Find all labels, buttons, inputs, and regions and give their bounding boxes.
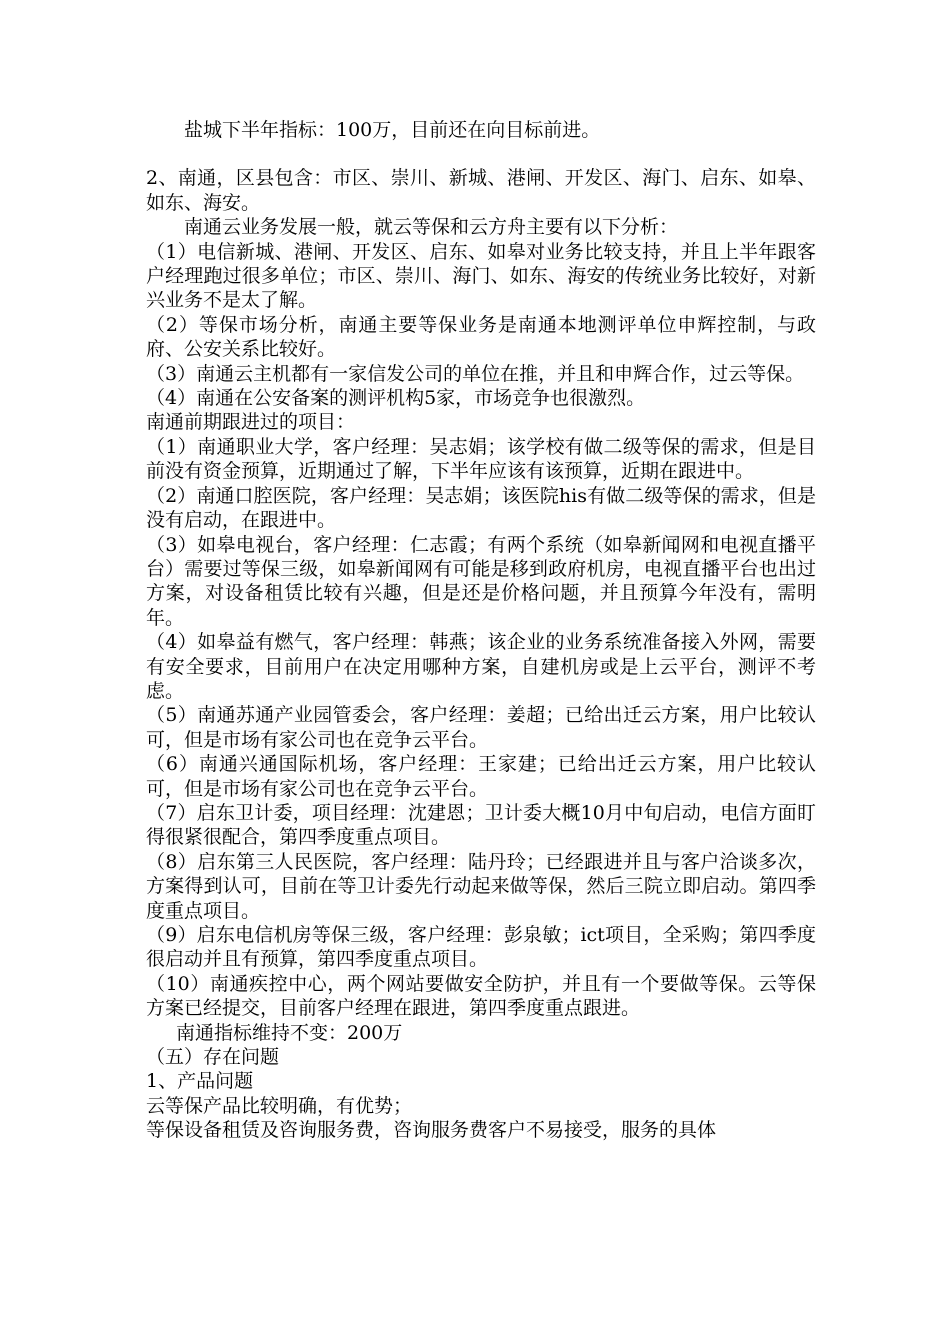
paragraph-product-rental: 等保设备租赁及咨询服务费，咨询服务费客户不易接受，服务的具体 [146, 1119, 717, 1142]
paragraph-project-2: （2）南通口腔医院，客户经理：吴志娟；该医院his有做二级等保的需求，但是没有启动，在跟进中。 [146, 484, 816, 532]
paragraph-project-10: （10）南通疾控中心，两个网站要做安全防护，并且有一个要做等保。云等保方案已经提交，目前客户经理在跟进，第四季度重点跟进。 [146, 972, 816, 1020]
section-heading-issues: （五）存在问题 [146, 1046, 280, 1069]
document-body [146, 118, 816, 1143]
subheading-product-issues: 1、产品问题 [146, 1070, 254, 1093]
paragraph-project-8: （8）启东第三人民医院，客户经理：陆丹玲；已经跟进并且与客户洽谈多次，方案得到认可，目前在等卫计委先行动起来做等保，然后三院立即启动。第四季度重点项目。 [146, 850, 816, 922]
paragraph-nantong-analysis-intro: 南通云业务发展一般，就云等保和云方舟主要有以下分析： [184, 216, 679, 239]
paragraph-spacer [146, 142, 816, 166]
paragraph-project-6: （6）南通兴通国际机场，客户经理：王家建；已给出迁云方案，用户比较认可，但是市场有家公司也在竞争云平台。 [146, 753, 816, 800]
paragraph-nantong-target: 南通指标维持不变：200万 [176, 1021, 403, 1044]
paragraph-projects-heading: 南通前期跟进过的项目： [146, 411, 356, 434]
paragraph-project-9: （9）启东电信机房等保三级，客户经理：彭泉敏；ict项目，全采购；第四季度很启动并且有预算，第四季度重点项目。 [146, 924, 816, 971]
paragraph-project-7: （7）启东卫计委，项目经理：沈建恩；卫计委大概10月中旬启动，电信方面盯得很紧很配合，第四季度重点项目。 [146, 801, 816, 849]
paragraph-nantong-districts: 2、南通，区县包含：市区、崇川、新城、港闸、开发区、海门、启东、如皋、如东、海安。 [146, 167, 816, 214]
paragraph-project-4: （4）如皋益有燃气，客户经理：韩燕；该企业的业务系统准备接入外网，需要有安全要求，目前用户在决定用哪种方案，自建机房或是上云平台，测评不考虑。 [146, 631, 816, 702]
paragraph-yancheng-target: 盐城下半年指标：100万，目前还在向目标前进。 [184, 119, 601, 141]
paragraph-product-advantage: 云等保产品比较明确，有优势； [146, 1094, 413, 1117]
paragraph-project-1: （1）南通职业大学，客户经理：吴志娟；该学校有做二级等保的需求，但是目前没有资金预算，近期通过了解，下半年应该有该预算，近期在跟进中。 [146, 435, 816, 483]
paragraph-project-5: （5）南通苏通产业园管委会，客户经理：姜超；已给出迁云方案，用户比较认可，但是市场有家公司也在竞争云平台。 [146, 704, 816, 751]
paragraph-analysis-3: （3）南通云主机都有一家信发公司的单位在推，并且和申辉合作，过云等保。 [146, 362, 805, 385]
paragraph-analysis-2: （2）等保市场分析，南通主要等保业务是南通本地测评单位申辉控制，与政府、公安关系比较好。 [146, 313, 816, 361]
paragraph-analysis-1: （1）电信新城、港闸、开发区、启东、如皋对业务比较支持，并且上半年跟客户经理跑过很多单位；市区、崇川、海门、如东、海安的传统业务比较好，对新兴业务不是太了解。 [146, 240, 816, 312]
paragraph-analysis-4: （4）南通在公安备案的测评机构5家，市场竞争也很激烈。 [146, 387, 646, 410]
paragraph-project-3: （3）如皋电视台，客户经理：仁志霞；有两个系统（如皋新闻网和电视直播平台）需要过等保三级，如皋新闻网有可能是移到政府机房，电视直播平台也出过方案，对设备租赁比较有兴趣，但是还是价格问题，并且预算今年没有，需明年。 [146, 533, 816, 629]
